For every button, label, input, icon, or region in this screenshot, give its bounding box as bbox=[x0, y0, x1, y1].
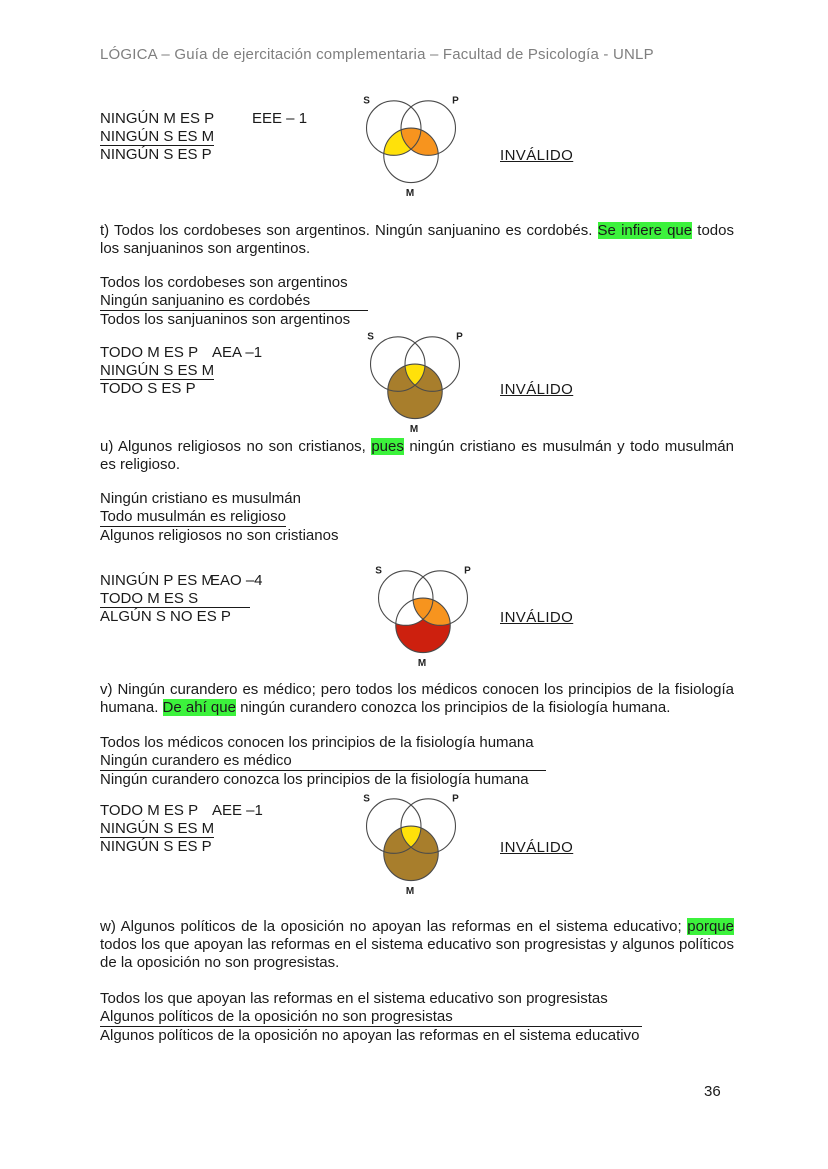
exercise-paragraph-t bbox=[100, 222, 734, 258]
venn-label-p: P bbox=[456, 331, 463, 343]
venn-label-s: S bbox=[363, 793, 370, 805]
exercise-paragraph-v bbox=[100, 681, 734, 717]
verdict-label: INVÁLIDO bbox=[500, 839, 574, 856]
syllogism-block-2 bbox=[100, 344, 214, 398]
paragraph-text: t) Todos los cordobeses son argentinos. Ningún sanjuanino es cordobés. bbox=[100, 222, 598, 239]
paragraph-text: u) Algunos religiosos no son cristianos, bbox=[100, 438, 372, 455]
premise-list-w bbox=[100, 990, 642, 1045]
syllogism-premise-2: NINGÚN S ES M bbox=[100, 127, 215, 145]
paragraph-text: v) Ningún curandero es médico; pero todos los médicos conocen los principios de la fisiología humana. bbox=[100, 681, 734, 716]
venn-label-s: S bbox=[363, 95, 370, 107]
paragraph-text: todos los sanjuaninos son argentinos. bbox=[100, 222, 734, 257]
venn-label-m: M bbox=[405, 188, 415, 199]
syllogism-premise-2: TODO M ES S bbox=[100, 590, 250, 609]
verdict-label: INVÁLIDO bbox=[500, 147, 574, 164]
syllogism-premise-1: NINGÚN P ES M bbox=[100, 572, 214, 589]
mood-figure-label: AEE –1 bbox=[212, 802, 263, 819]
paragraph-text: w) Algunos políticos de la oposición no apoyan las reformas en el sistema educativo; bbox=[100, 918, 688, 935]
exercise-paragraph-w bbox=[100, 918, 734, 972]
syllogism-block-4 bbox=[100, 802, 214, 856]
syllogism-block-1 bbox=[100, 110, 214, 164]
page-number: 36 bbox=[704, 1083, 721, 1100]
venn-label-s: S bbox=[375, 565, 382, 577]
exercise-paragraph-u bbox=[100, 438, 734, 474]
premise-line: Todos los que apoyan las reformas en el sistema educativo son progresistas bbox=[100, 990, 608, 1007]
venn-label-p: P bbox=[452, 95, 459, 107]
premise-list-u bbox=[100, 490, 338, 545]
syllogism-premise-2: NINGÚN S ES M bbox=[100, 819, 215, 837]
venn-diagram-aea1 bbox=[356, 324, 474, 435]
premise-line: Todos los médicos conocen los principios de la fisiología humana bbox=[100, 734, 534, 751]
premise-list-v bbox=[100, 734, 546, 789]
syllogism-premise-1: TODO M ES P bbox=[100, 802, 199, 819]
verdict-label: INVÁLIDO bbox=[500, 381, 574, 398]
conclusion-line: Ningún curandero conozca los principios de la fisiología humana bbox=[100, 771, 529, 788]
syllogism-conclusion: NINGÚN S ES P bbox=[100, 146, 212, 163]
conclusion-line: Algunos políticos de la oposición no apoyan las reformas en el sistema educativo bbox=[100, 1027, 640, 1044]
paragraph-text: todos los que apoyan las reformas en el sistema educativo son progresistas y algunos políticos de la oposición no son progresistas. bbox=[100, 936, 734, 971]
premise-list-t bbox=[100, 274, 368, 329]
venn-label-s: S bbox=[367, 331, 374, 343]
syllogism-premise-1: NINGÚN M ES P bbox=[100, 110, 215, 127]
mood-figure-label: AEA –1 bbox=[212, 344, 263, 361]
paragraph-text: ningún cristiano es musulmán y todo musulmán es religioso. bbox=[100, 438, 734, 473]
syllogism-conclusion: NINGÚN S ES P bbox=[100, 838, 212, 855]
premise-line-underlined: Ningún sanjuanino es cordobés bbox=[100, 292, 368, 311]
premise-line-underlined: Algunos políticos de la oposición no son progresistas bbox=[100, 1008, 642, 1027]
conclusion-line: Algunos religiosos no son cristianos bbox=[100, 527, 339, 544]
paragraph-text: ningún curandero conozca los principios de la fisiología humana. bbox=[235, 699, 671, 716]
venn-label-m: M bbox=[417, 658, 427, 669]
syllogism-premise-2: NINGÚN S ES M bbox=[100, 361, 215, 379]
syllogism-conclusion: TODO S ES P bbox=[100, 380, 196, 397]
premise-line: Ningún cristiano es musulmán bbox=[100, 490, 301, 507]
syllogism-premise-1: TODO M ES P bbox=[100, 344, 199, 361]
mood-figure-label: EEE – 1 bbox=[252, 110, 308, 127]
venn-diagram-eee1 bbox=[352, 88, 470, 199]
highlight-connector: Se infiere que bbox=[597, 222, 693, 239]
premise-line: Todos los cordobeses son argentinos bbox=[100, 274, 348, 291]
venn-label-p: P bbox=[452, 793, 459, 805]
syllogism-conclusion: ALGÚN S NO ES P bbox=[100, 608, 231, 625]
venn-label-m: M bbox=[405, 886, 415, 897]
conclusion-line: Todos los sanjuaninos son argentinos bbox=[100, 311, 351, 328]
highlight-connector: pues bbox=[371, 438, 404, 455]
venn-diagram-aee1 bbox=[352, 786, 470, 897]
verdict-label: INVÁLIDO bbox=[500, 609, 574, 626]
highlight-connector: porque bbox=[687, 918, 734, 935]
premise-line-underlined: Todo musulmán es religioso bbox=[100, 508, 286, 525]
mood-figure-label: EAO –4 bbox=[210, 572, 263, 589]
venn-diagram-eao4 bbox=[364, 558, 482, 669]
page-header-title: LÓGICA – Guía de ejercitación complementaria – Facultad de Psicología - UNLP bbox=[100, 46, 654, 63]
highlight-connector: De ahí que bbox=[162, 699, 236, 716]
premise-line-underlined: Ningún curandero es médico bbox=[100, 752, 546, 771]
venn-label-p: P bbox=[464, 565, 471, 577]
venn-label-m: M bbox=[409, 424, 419, 435]
